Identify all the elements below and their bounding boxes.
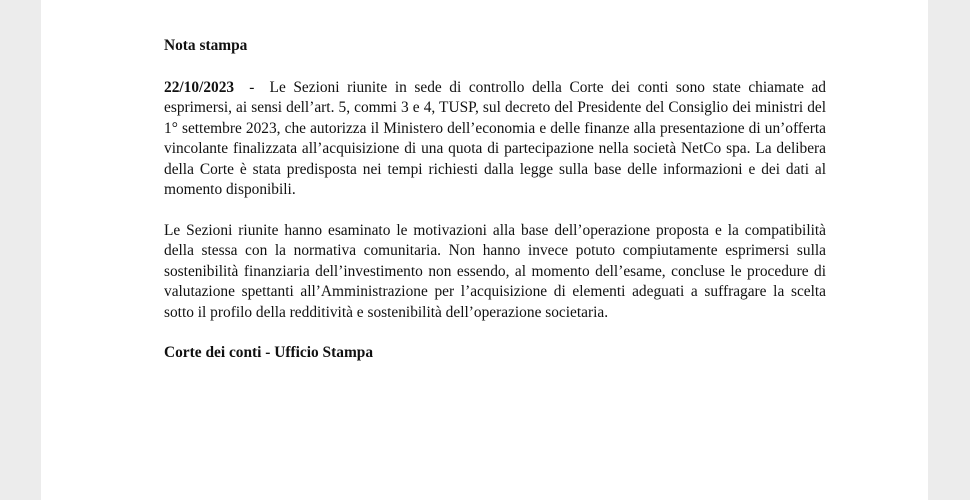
paragraph-intro-text: Le Sezioni riunite in sede di controllo della Corte dei conti sono state chiamate ad esprimersi, ai sensi dell’art. 5, commi 3 e 4, TUSP, sul decreto del Presidente del Consiglio dei ministri del 1° settembre 2023, che autorizza il Ministero dell’economia e delle finanze alla presentazione di un’offerta vincolante finalizzata all’acquisizione di una quota di partecipazione nella società NetCo spa. La delibera della Corte è stata predisposta nei tempi richiesti dalla legge sulla base delle informazioni e dei dati al momento disponibili. <box>164 78 826 198</box>
document-title: Nota stampa <box>164 37 248 54</box>
document-page <box>41 0 928 500</box>
date-separator: - <box>234 78 270 96</box>
signature: Corte dei conti - Ufficio Stampa <box>164 344 374 361</box>
paragraph-intro <box>164 78 826 201</box>
paragraph-assessment: Le Sezioni riunite hanno esaminato le motivazioni alla base dell’operazione proposta e la compatibilità della stessa con la normativa comunitaria. Non hanno invece potuto compiutamente esprimersi sulla sostenibilità finanziaria dell’investimento non essendo, al momento dell’esame, concluse le procedure di valutazione spettanti all’Amministrazione per l’acquisizione di elementi adeguati a suffragare la scelta sotto il profilo della redditività e sostenibilità dell’operazione societaria. <box>164 221 826 321</box>
document-content <box>164 36 826 364</box>
press-date: 22/10/2023 <box>164 78 235 96</box>
